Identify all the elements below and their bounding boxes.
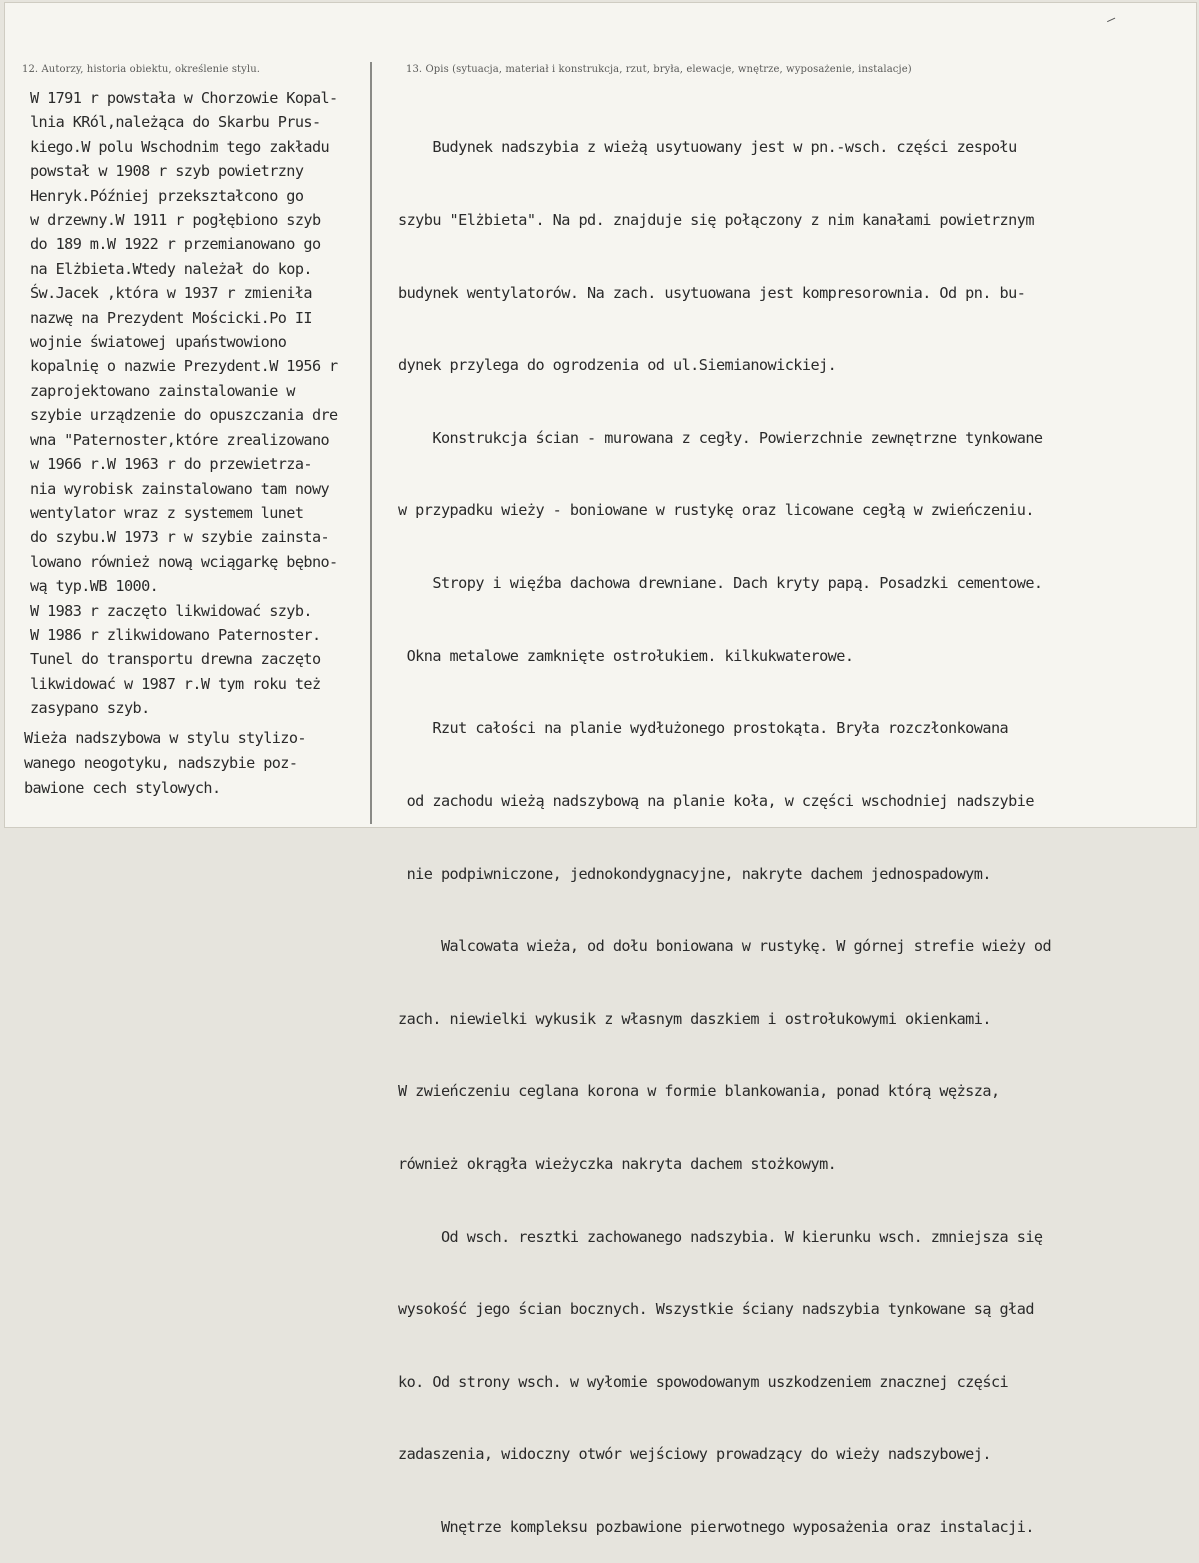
history-line: kopalnię o nazwie Prezydent.W 1956 r xyxy=(30,357,338,376)
history-line: kiego.W polu Wschodnim tego zakładu xyxy=(30,137,330,156)
description-line: od zachodu wieżą nadszybową na planie koła, w części wschodniej nadszybie xyxy=(398,791,1034,810)
description-line: Konstrukcja ścian - murowana z cegły. Powierzchnie zewnętrzne tynkowane xyxy=(398,428,1043,447)
history-line: na Elżbieta.Wtedy należał do kop. xyxy=(30,259,312,278)
section-13-header: 13. Opis (sytuacja, materiał i konstrukcja, rzut, bryła, elewacje, wnętrze, wyposażenie, instalacje) xyxy=(406,64,912,75)
history-line: do 189 m.W 1922 r przemianowano go xyxy=(30,235,321,254)
history-line: nia wyrobisk zainstalowano tam nowy xyxy=(30,479,330,498)
pen-mark-icon: ⸝ xyxy=(1104,5,1121,28)
history-line: zaprojektowano zainstalowanie w xyxy=(30,381,295,400)
description-line: W zwieńczeniu ceglana korona w formie blankowania, ponad którą węższa, xyxy=(398,1082,1000,1101)
history-line: nazwę na Prezydent Mościcki.Po II xyxy=(30,308,312,327)
history-line: Tunel do transportu drewna zaczęto xyxy=(30,650,321,669)
history-line: likwidować w 1987 r.W tym roku też xyxy=(30,674,321,693)
description-line: również okrągła wieżyczka nakryta dachem stożkowym. xyxy=(398,1154,837,1173)
description-line: Od wsch. resztki zachowanego nadszybia. W kierunku wsch. zmniejsza się xyxy=(398,1227,1043,1246)
description-line: Stropy i więźba dachowa drewniane. Dach kryty papą. Posadzki cementowe. xyxy=(398,574,1043,593)
history-text xyxy=(30,86,338,721)
description-line: Walcowata wieża, od dołu boniowana w rustykę. W górnej strefie wieży od xyxy=(398,937,1052,956)
description-text xyxy=(398,87,1051,1563)
description-line: w przypadku wieży - boniowane w rustykę oraz licowane cegłą w zwieńczeniu. xyxy=(398,501,1034,520)
history-line: W 1983 r zaczęto likwidować szyb. xyxy=(30,601,312,620)
description-line: zach. niewielki wykusik z własnym daszkiem i ostrołukowymi okienkami. xyxy=(398,1009,991,1028)
description-line: Budynek nadszybia z wieżą usytuowany jest w pn.-wsch. części zespołu xyxy=(398,138,1017,157)
history-line: W 1986 r zlikwidowano Paternoster. xyxy=(30,625,321,644)
style-line: Wieża nadszybowa w stylu stylizo- xyxy=(24,729,306,747)
history-line: szybie urządzenie do opuszczania dre xyxy=(30,406,338,425)
style-line: bawione cech stylowych. xyxy=(24,779,221,797)
style-line: wanego neogotyku, nadszybie poz- xyxy=(24,754,298,772)
history-line: Św.Jacek ,która w 1937 r zmieniła xyxy=(30,284,312,303)
history-line: lnia KRól,należąca do Skarbu Prus- xyxy=(30,113,321,132)
description-line: budynek wentylatorów. Na zach. usytuowana jest kompresorownia. Od pn. bu- xyxy=(398,283,1026,302)
history-line: zasypano szyb. xyxy=(30,699,150,718)
history-line: powstał w 1908 r szyb powietrzny xyxy=(30,162,304,181)
history-line: w drzewny.W 1911 r pogłębiono szyb xyxy=(30,211,321,230)
history-line: w 1966 r.W 1963 r do przewietrza- xyxy=(30,455,312,474)
history-line: Henryk.Później przekształcono go xyxy=(30,186,304,205)
style-text xyxy=(24,726,306,801)
history-line: wna "Paternoster,które zrealizowano xyxy=(30,430,330,449)
section-12-header: 12. Autorzy, historia obiektu, określenie stylu. xyxy=(22,64,261,75)
history-line: wojnie światowej upaństwowiono xyxy=(30,333,287,352)
history-line: lowano również nową wciągarkę bębno- xyxy=(30,552,338,571)
history-line: W 1791 r powstała w Chorzowie Kopal- xyxy=(30,89,338,107)
description-line: nie podpiwniczone, jednokondygnacyjne, nakryte dachem jednospadowym. xyxy=(398,864,991,883)
description-line: ko. Od strony wsch. w wyłomie spowodowanym uszkodzeniem znacznej części xyxy=(398,1372,1009,1391)
description-line: Okna metalowe zamknięte ostrołukiem. kilkukwaterowe. xyxy=(398,646,854,665)
description-line: Wnętrze kompleksu pozbawione pierwotnego wyposażenia oraz instalacji. xyxy=(398,1517,1034,1536)
history-line: wentylator wraz z systemem lunet xyxy=(30,503,304,522)
history-line: wą typ.WB 1000. xyxy=(30,577,159,596)
description-line: dynek przylega do ogrodzenia od ul.Siemianowickiej. xyxy=(398,356,837,375)
description-line: Rzut całości na planie wydłużonego prostokąta. Bryła rozczłonkowana xyxy=(398,719,1009,738)
history-line: do szybu.W 1973 r w szybie zainsta- xyxy=(30,528,330,547)
description-line: zadaszenia, widoczny otwór wejściowy prowadzący do wieży nadszybowej. xyxy=(398,1445,991,1464)
column-divider xyxy=(370,62,372,824)
description-line: wysokość jego ścian bocznych. Wszystkie ściany nadszybia tynkowane są gład xyxy=(398,1300,1034,1319)
description-line: szybu "Elżbieta". Na pd. znajduje się połączony z nim kanałami powietrznym xyxy=(398,211,1034,230)
